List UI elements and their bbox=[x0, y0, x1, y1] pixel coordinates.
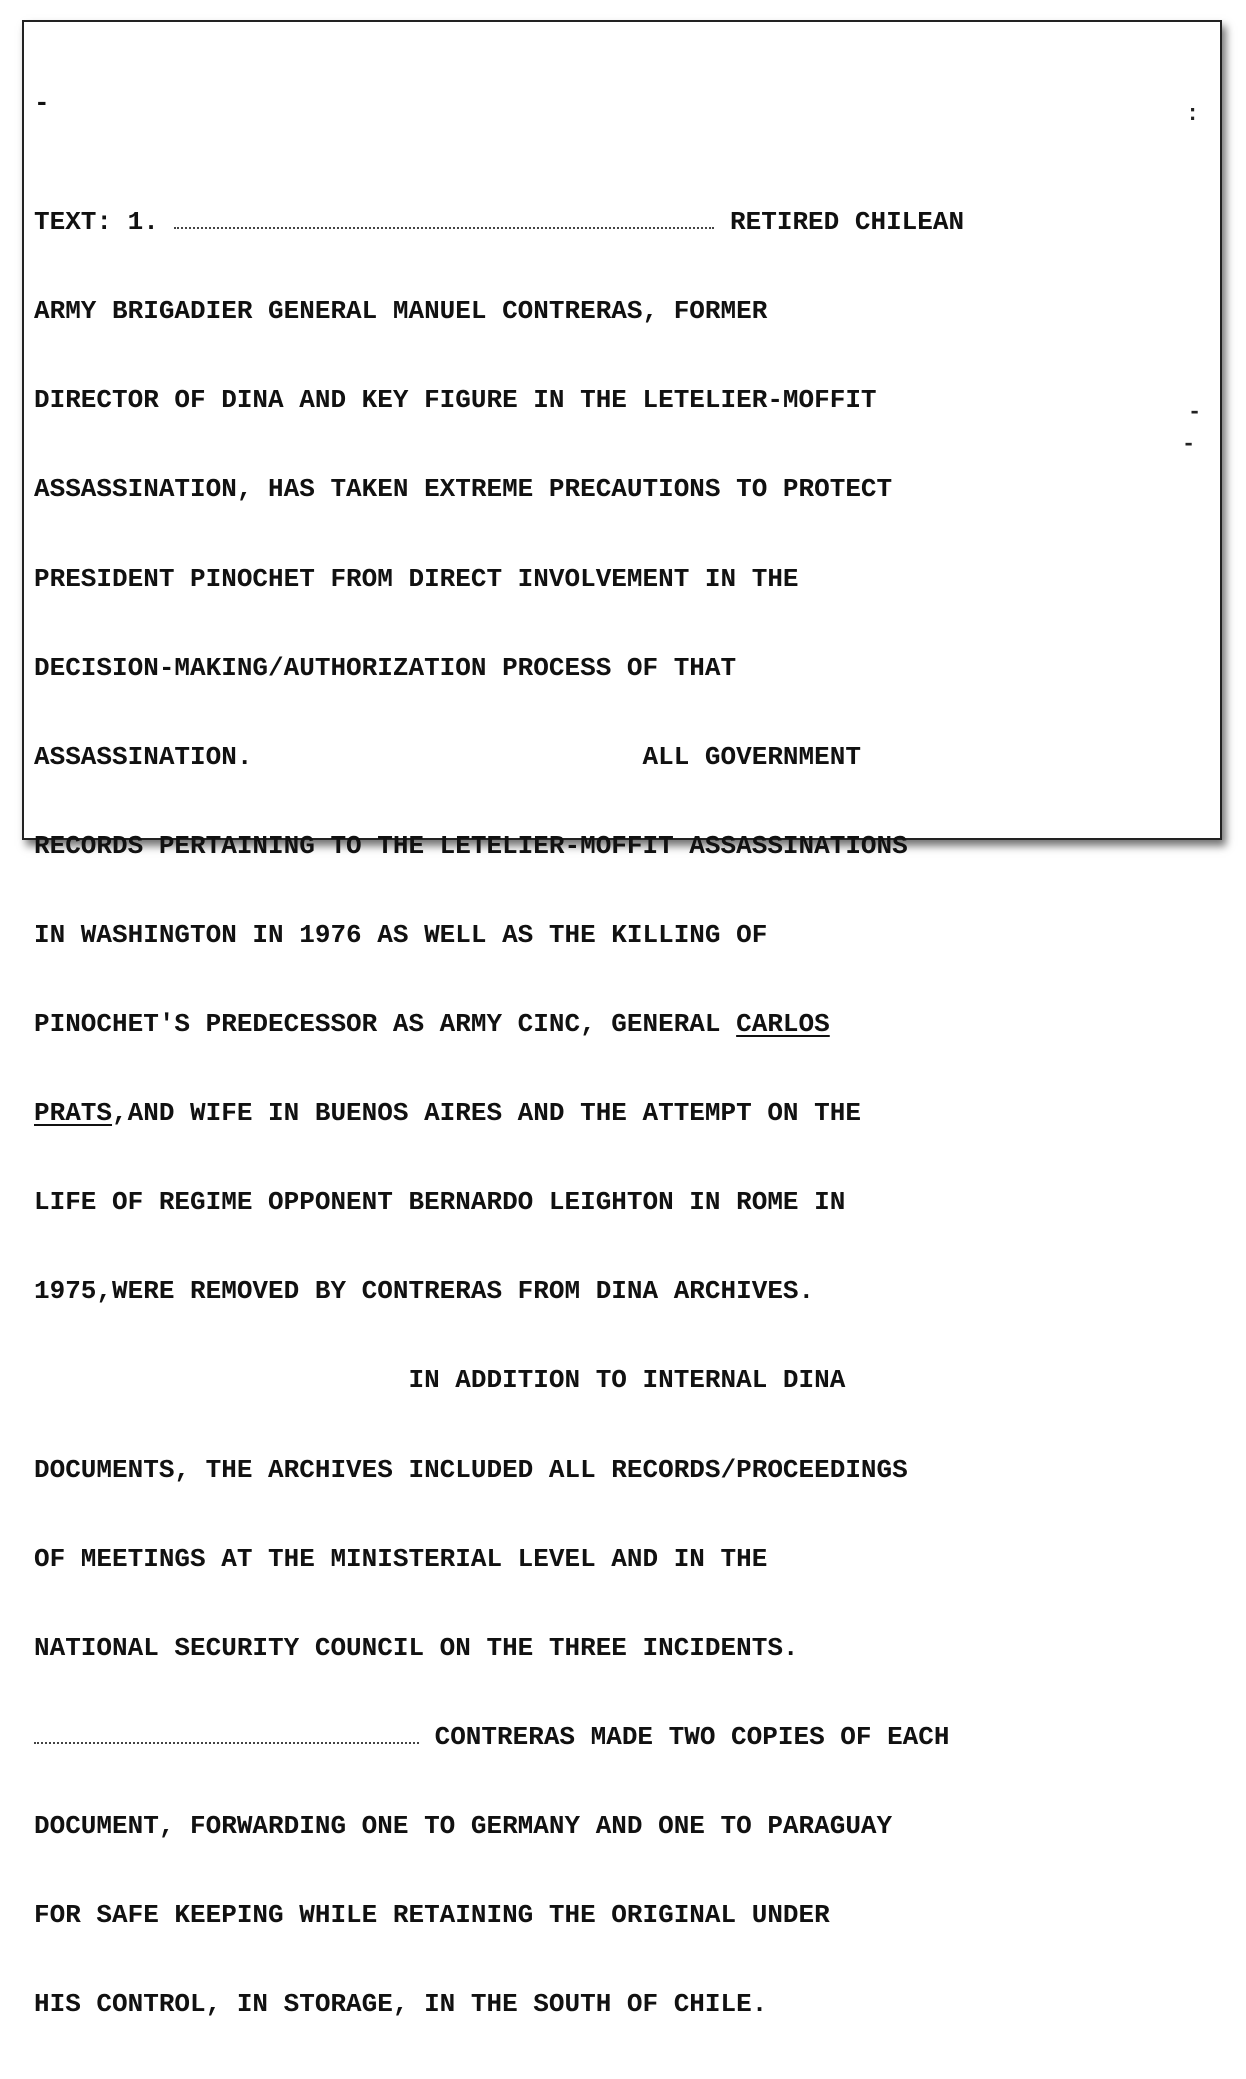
text-line-1 bbox=[34, 208, 1214, 238]
text-line-7: ASSASSINATION. ALL GOVERNMENT bbox=[34, 741, 861, 772]
text-line-21: HIS CONTROL, IN STORAGE, IN THE SOUTH OF CHILE. bbox=[34, 1989, 768, 2020]
text-line-18 bbox=[34, 1723, 1214, 1753]
text-line-10 bbox=[34, 1010, 1214, 1040]
text-line-15: DOCUMENTS, THE ARCHIVES INCLUDED ALL RECORDS/PROCEEDINGS bbox=[34, 1454, 908, 1485]
text-line-8: RECORDS PERTAINING TO THE LETELIER-MOFFIT ASSASSINATIONS bbox=[34, 830, 908, 861]
text-line-11 bbox=[34, 1099, 1214, 1129]
text-segment: TEXT: 1. bbox=[34, 207, 175, 238]
text-line-14: IN ADDITION TO INTERNAL DINA bbox=[34, 1365, 846, 1396]
document-page bbox=[22, 20, 1222, 2020]
text-line-12: LIFE OF REGIME OPPONENT BERNARDO LEIGHTON IN ROME IN bbox=[34, 1187, 846, 1218]
underlined-name: PRATS bbox=[34, 1098, 113, 1129]
text-segment: ,AND WIFE IN BUENOS AIRES AND THE ATTEMPT ON THE bbox=[112, 1098, 861, 1129]
text-line-19: DOCUMENT, FORWARDING ONE TO GERMANY AND ONE TO PARAGUAY bbox=[34, 1810, 893, 1841]
text-line-16: OF MEETINGS AT THE MINISTERIAL LEVEL AND IN THE bbox=[34, 1543, 768, 1574]
margin-mark: - bbox=[1188, 400, 1202, 425]
redaction-mark bbox=[34, 1736, 419, 1744]
text-line-4: ASSASSINATION, HAS TAKEN EXTREME PRECAUTIONS TO PROTECT bbox=[34, 474, 893, 505]
redaction-mark bbox=[174, 221, 714, 229]
text-line-20: FOR SAFE KEEPING WHILE RETAINING THE ORIGINAL UNDER bbox=[34, 1899, 830, 1930]
text-line-17: NATIONAL SECURITY COUNCIL ON THE THREE INCIDENTS. bbox=[34, 1632, 799, 1663]
text-line-2: ARMY BRIGADIER GENERAL MANUEL CONTRERAS, FORMER bbox=[34, 296, 768, 327]
text-line-6: DECISION-MAKING/AUTHORIZATION PROCESS OF THAT bbox=[34, 652, 737, 683]
text-line-5: PRESIDENT PINOCHET FROM DIRECT INVOLVEMENT IN THE bbox=[34, 563, 799, 594]
text-line-9: IN WASHINGTON IN 1976 AS WELL AS THE KILLING OF bbox=[34, 919, 768, 950]
text-line-3: DIRECTOR OF DINA AND KEY FIGURE IN THE LETELIER-MOFFIT bbox=[34, 385, 877, 416]
document-text bbox=[34, 30, 1214, 2079]
text-segment: PINOCHET'S PREDECESSOR AS ARMY CINC, GENERAL bbox=[34, 1009, 737, 1040]
underlined-name: CARLOS bbox=[736, 1009, 830, 1040]
text-segment: CONTRERAS MADE TWO COPIES OF EACH bbox=[419, 1721, 950, 1752]
text-line-13: 1975,WERE REMOVED BY CONTRERAS FROM DINA ARCHIVES. bbox=[34, 1276, 815, 1307]
text-segment: RETIRED CHILEAN bbox=[714, 207, 965, 238]
top-mark: - bbox=[34, 88, 50, 119]
margin-mark: : bbox=[1186, 102, 1200, 127]
margin-mark: - bbox=[1182, 432, 1196, 457]
